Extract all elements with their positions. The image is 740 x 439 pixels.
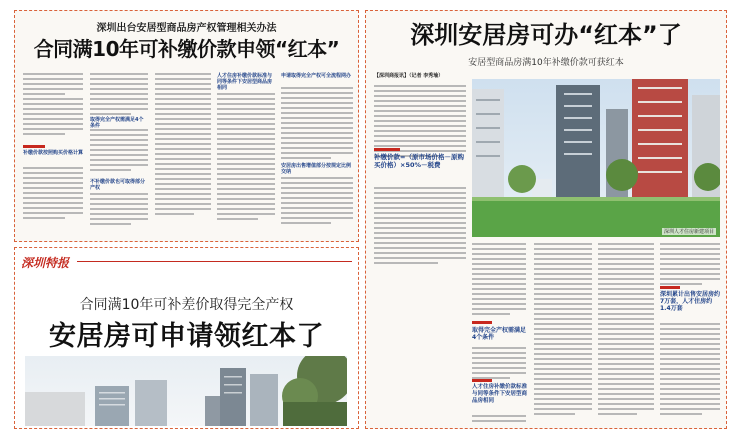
subhead-marker-1: [23, 145, 45, 148]
formula-marker: [374, 148, 400, 151]
section-head-3: 深圳累计出售安居房约7万套，人才住房约1.4万套: [660, 291, 721, 312]
kicker-text: 深圳出台安居型商品房产权管理相关办法: [96, 23, 277, 34]
subheadline: 安居型商品房满10年补缴价款可获红本: [468, 58, 624, 68]
section-head-1: 取得完全产权需满足4个条件: [472, 327, 527, 341]
formula-text: 补缴价款=（原市场价格－原购买价格）×50%－税费: [374, 153, 464, 169]
body-col-e2: [660, 323, 720, 418]
body-column-1b: [23, 167, 83, 222]
body-column-5b: [281, 177, 353, 227]
body-column-5: [281, 87, 353, 162]
article-panel-bottom-left: [14, 247, 359, 429]
article-panel-right: [365, 10, 727, 429]
body-col-c: [534, 243, 592, 418]
section-marker-1: [472, 321, 492, 324]
section-head-2: 人才住房补缴价款标准与同等条件下安居型商品房相同: [472, 384, 528, 404]
subhead-2: 补缴价款按照购买价格计算: [23, 150, 84, 156]
headline: 安居房可申请领红本了: [49, 321, 324, 352]
body-col-e: [660, 243, 720, 288]
body-left-a: [374, 187, 466, 267]
housing-illustration: [472, 79, 720, 237]
subhead-5: 人才住房补缴价款标准与同等条件下安居型商品房相同: [217, 73, 273, 91]
section-marker-2: [472, 379, 492, 382]
building-photo: [25, 356, 347, 426]
body-column-2b: [90, 129, 148, 174]
subhead-6: 安居房出售增值部分按规定比例交纳: [281, 163, 352, 175]
masthead-logo: 深圳特报: [21, 256, 70, 270]
masthead-rule: [77, 261, 352, 262]
body-col-d: [598, 243, 654, 418]
section-marker-3: [660, 286, 680, 289]
body-col-b2: [472, 347, 526, 382]
headline: 合同满10年可补缴价款申领“红本”: [33, 37, 340, 61]
lead-tag: 【深圳商报讯】（记者 李秀瑜）: [374, 73, 444, 79]
subhead-1: 取得完全产权需满足4个条件: [90, 117, 144, 129]
housing-photo: [472, 79, 720, 237]
kicker-text: 合同满10年可补差价取得完全产权: [79, 297, 294, 313]
photo-caption: 深圳人才住房新建项目: [663, 229, 714, 235]
headline: 深圳安居房可办“红本”了: [410, 21, 682, 49]
body-column-3: [155, 73, 211, 218]
body-column-2: [90, 73, 148, 118]
body-col-b: [472, 243, 526, 318]
body-column-1: [23, 73, 83, 138]
body-column-4: [217, 93, 275, 223]
building-illustration: [25, 356, 347, 426]
subhead-4: 申请取得完全产权可全流程网办: [281, 73, 352, 79]
body-column-2c: [90, 193, 148, 228]
article-panel-top-left: [14, 10, 359, 242]
body-col-b3: [472, 415, 526, 425]
subhead-3: 不补缴价款也可取得部分产权: [90, 179, 146, 191]
